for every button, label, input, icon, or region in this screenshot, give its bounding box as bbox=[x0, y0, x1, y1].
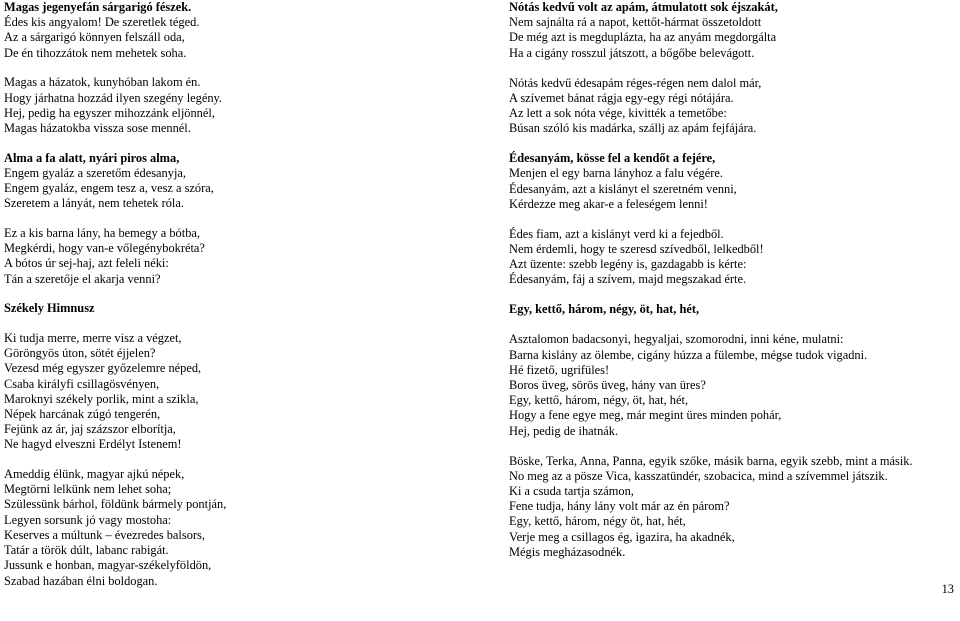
stanza bbox=[509, 151, 954, 212]
poem-line: Az lett a sok nóta vége, kivitték a temetőbe: bbox=[509, 106, 727, 121]
stanza bbox=[509, 76, 954, 137]
poem-line: Hogy járhatna hozzád ilyen szegény legény. bbox=[4, 90, 223, 105]
stanza-heading: Édesanyám, kösse fel a kendőt a fejére, bbox=[509, 151, 716, 166]
poem-line: Édesanyám, fáj a szívem, majd megszakad érte. bbox=[509, 272, 747, 287]
poem-line: Szabad hazában élni boldogan. bbox=[4, 573, 158, 588]
stanza-gap bbox=[509, 136, 954, 151]
poem-line: Megtörni lelkünk nem lehet soha; bbox=[4, 482, 172, 497]
poem-line: Ha a cigány rosszul játszott, a bőgőbe belevágott. bbox=[509, 45, 755, 60]
poem-line: Hogy a fene egye meg, már megint üres minden pohár, bbox=[509, 408, 782, 423]
poem-line: Magas a házatok, kunyhóban lakom én. bbox=[4, 75, 201, 90]
page-number: 13 bbox=[941, 582, 954, 596]
stanza bbox=[509, 454, 954, 560]
stanza bbox=[4, 226, 474, 287]
poem-line: Asztalomon badacsonyi, hegyaljai, szomorodni, inni kéne, mulatni: bbox=[509, 332, 844, 347]
poem-line: Nem sajnálta rá a napot, kettőt-hármat összetoldott bbox=[509, 15, 762, 30]
stanza-heading: Nótás kedvű volt az apám, átmulatott sok éjszakát, bbox=[509, 0, 778, 14]
poem-line: Ki tudja merre, merre visz a végzet, bbox=[4, 330, 182, 345]
poem-line: Nem érdemli, hogy te szeresd szívedből, lelkedből! bbox=[509, 242, 764, 257]
stanza bbox=[4, 75, 474, 136]
stanza-gap bbox=[509, 212, 954, 227]
poem-line: Menjen el egy barna lányhoz a falu végére. bbox=[509, 166, 723, 181]
poem-line: Jussunk e honban, magyar-székelyföldön, bbox=[4, 558, 212, 573]
stanza bbox=[4, 301, 474, 316]
stanza-heading: Alma a fa alatt, nyári piros alma, bbox=[4, 150, 180, 165]
poem-line: Megkérdi, hogy van-e vőlegénybokréta? bbox=[4, 241, 205, 256]
stanza-gap bbox=[4, 453, 474, 468]
poem-line: De még azt is megduplázta, ha az anyám megdorgálta bbox=[509, 30, 777, 45]
poem-line: Fejünk az ár, jaj százszor elborítja, bbox=[4, 422, 176, 437]
poem-line: Ne hagyd elveszni Erdélyt Istenem! bbox=[4, 437, 182, 452]
poem-line: Engem gyaláz, engem tesz a, vesz a szóra, bbox=[4, 181, 214, 196]
poem-line: A bótos úr sej-haj, azt feleli néki: bbox=[4, 256, 169, 271]
poem-line: De én tihozzátok nem mehetek soha. bbox=[4, 45, 187, 60]
stanza-gap bbox=[509, 439, 954, 454]
stanza-gap bbox=[4, 316, 474, 331]
stanza bbox=[509, 302, 954, 317]
poem-line: Édes kis angyalom! De szeretlek téged. bbox=[4, 15, 200, 30]
poem-line: Fene tudja, hány lány volt már az én párom? bbox=[509, 499, 730, 514]
poem-line: Hé fizető, ugrifüles! bbox=[509, 362, 610, 377]
stanza bbox=[509, 227, 954, 288]
stanza-gap bbox=[4, 61, 474, 76]
poem-line: Maroknyi székely porlik, mint a szikla, bbox=[4, 391, 199, 406]
poem-line: Az a sárgarigó könnyen felszáll oda, bbox=[4, 30, 185, 45]
poem-line: Kérdezze meg akar-e a feleségem lenni! bbox=[509, 196, 708, 211]
poem-line: Vezesd még egyszer győzelemre néped, bbox=[4, 361, 202, 376]
poem-line: Egy, kettő, három, négy, öt, hat, hét, bbox=[509, 393, 689, 408]
stanza-gap bbox=[509, 318, 954, 333]
poem-line: Ez a kis barna lány, ha bemegy a bótba, bbox=[4, 225, 200, 240]
poem-line: Boros üveg, sörös üveg, hány van üres? bbox=[509, 378, 706, 393]
stanza bbox=[4, 467, 474, 589]
poem-line: Azt üzente: szebb legény is, gazdagabb is kérte: bbox=[509, 257, 747, 272]
poem-line: Magas házatokba vissza sose mennél. bbox=[4, 120, 191, 135]
poem-line: Hej, pedig ha egyszer mihozzánk eljönnél, bbox=[4, 105, 215, 120]
poem-line: Szülessünk bárhol, földünk bármely pontján, bbox=[4, 497, 227, 512]
stanza bbox=[4, 151, 474, 212]
left-column bbox=[4, 0, 474, 589]
poem-line: Csaba királyfi csillagösvényen, bbox=[4, 376, 160, 391]
stanza-gap bbox=[4, 211, 474, 226]
stanza-gap bbox=[509, 61, 954, 76]
poem-line: Tatár a török dúlt, labanc rabigát. bbox=[4, 543, 169, 558]
poem-line: Göröngyös úton, sötét éjjelen? bbox=[4, 346, 156, 361]
poem-line: Édesanyám, azt a kislányt el szeretném venni, bbox=[509, 181, 737, 196]
poem-line: No meg az a pösze Vica, kasszatündér, szobacica, mind a szívemmel játszik. bbox=[509, 468, 888, 483]
stanza bbox=[4, 331, 474, 453]
stanza-gap bbox=[509, 288, 954, 303]
poem-line: Tán a szeretője el akarja venni? bbox=[4, 271, 161, 286]
stanza-gap bbox=[4, 136, 474, 151]
poem-line: Nótás kedvű édesapám réges-régen nem dalol már, bbox=[509, 75, 762, 90]
poem-line: Engem gyaláz a szeretőm édesanyja, bbox=[4, 165, 186, 180]
stanza bbox=[4, 0, 474, 61]
poem-line: Búsan szóló kis madárka, szállj az apám fejfájára. bbox=[509, 121, 757, 136]
poem-line: Böske, Terka, Anna, Panna, egyik szőke, másik barna, egyik szebb, mint a másik. bbox=[509, 453, 913, 468]
stanza-gap bbox=[4, 287, 474, 302]
poem-line: Mégis megházasodnék. bbox=[509, 544, 626, 559]
stanza-heading: Magas jegenyefán sárgarigó fészek. bbox=[4, 0, 192, 14]
poem-line: Népek harcának zúgó tengerén, bbox=[4, 406, 161, 421]
poem-line: Legyen sorsunk jó vagy mostoha: bbox=[4, 512, 172, 527]
poem-line: Keserves a múltunk – évezredes balsors, bbox=[4, 527, 205, 542]
stanza bbox=[509, 332, 954, 438]
poem-line: Szeretem a lányát, nem tehetek róla. bbox=[4, 196, 184, 211]
right-column bbox=[509, 0, 954, 560]
stanza-heading: Székely Himnusz bbox=[4, 301, 95, 316]
poem-line: Barna kislány az ölembe, cigány húzza a fülembe, mégse tudok vigadni. bbox=[509, 347, 868, 362]
poem-line: Édes fiam, azt a kislányt verd ki a fejedből. bbox=[509, 226, 724, 241]
stanza bbox=[509, 0, 954, 61]
poem-line: Egy, kettő, három, négy öt, hat, hét, bbox=[509, 514, 686, 529]
poem-line: Verje meg a csillagos ég, igazira, ha akadnék, bbox=[509, 529, 735, 544]
stanza-heading: Egy, kettő, három, négy, öt, hat, hét, bbox=[509, 302, 700, 317]
poem-line: Hej, pedig de ihatnák. bbox=[509, 423, 619, 438]
poem-line: A szívemet bánat rágja egy-egy régi nótájára. bbox=[509, 90, 734, 105]
poem-line: Ameddig élünk, magyar ajkú népek, bbox=[4, 467, 185, 482]
poem-line: Ki a csuda tartja számon, bbox=[509, 484, 634, 499]
